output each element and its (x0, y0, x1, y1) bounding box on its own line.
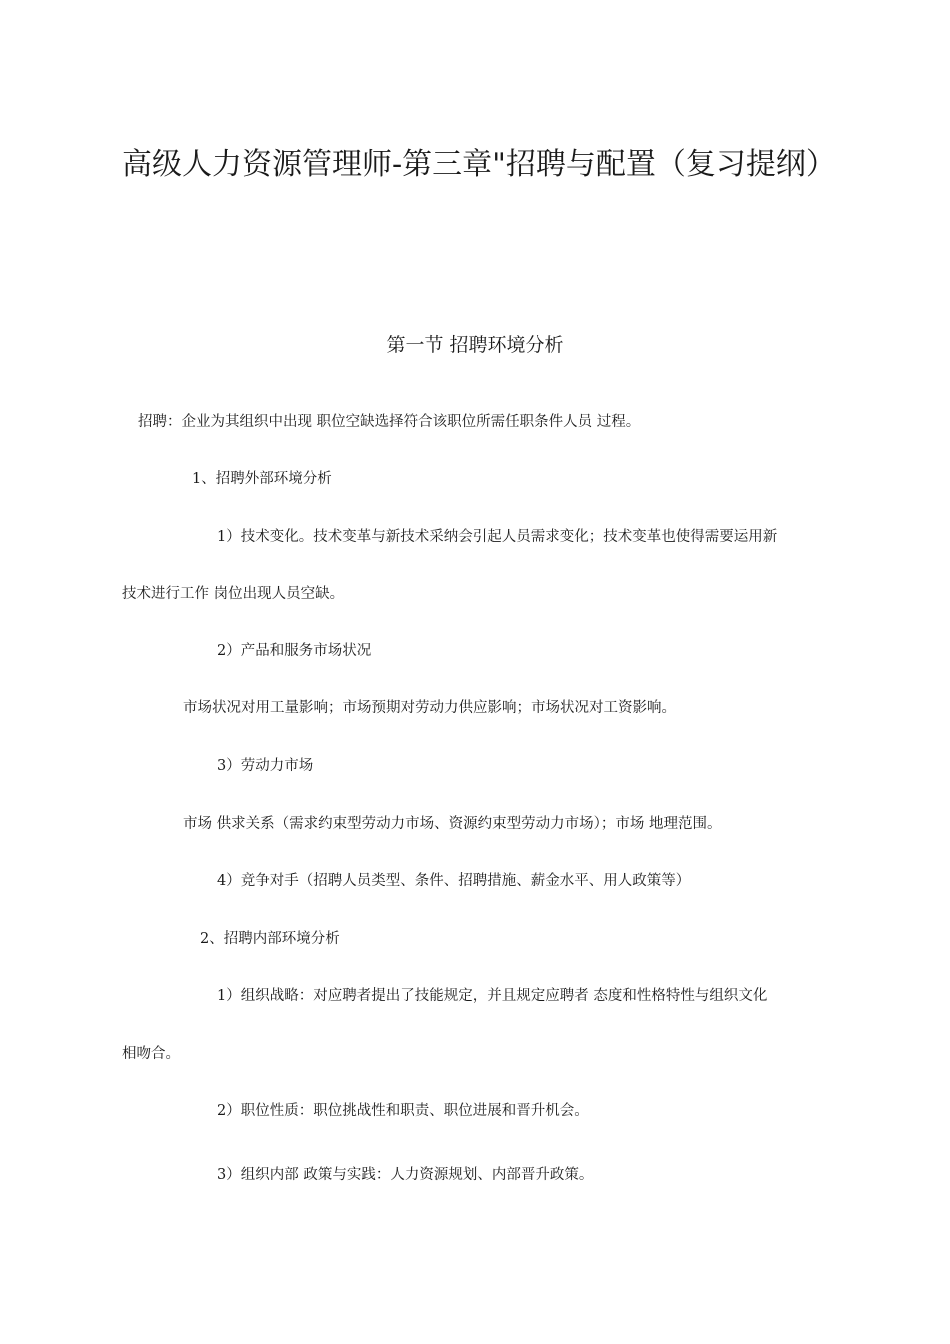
external-environment-heading: 1、招聘外部环境分析 (192, 471, 332, 487)
product-market-heading: 2）产品和服务市场状况 (217, 643, 372, 659)
document-title: 高级人力资源管理师-第三章"招聘与配置（复习提纲） (122, 147, 836, 182)
org-strategy-paragraph-continued: 相吻合。 (122, 1046, 180, 1062)
tech-change-paragraph: 1）技术变化。技术变革与新技术采纳会引起人员需求变化；技术变革也使得需要运用新 (217, 529, 778, 545)
internal-policy-item: 3）组织内部 政策与实践：人力资源规划、内部晋升政策。 (217, 1167, 594, 1183)
competitors-item: 4）竞争对手（招聘人员类型、条件、招聘措施、薪金水平、用人政策等） (217, 873, 691, 889)
internal-environment-heading: 2、招聘内部环境分析 (200, 931, 340, 947)
section-heading: 第一节 招聘环境分析 (386, 334, 564, 356)
org-strategy-paragraph: 1）组织战略：对应聘者提出了技能规定，并且规定应聘者 态度和性格特性与组织文化 (217, 988, 768, 1004)
labor-market-paragraph: 市场 供求关系（需求约束型劳动力市场、资源约束型劳动力市场）；市场 地理范围。 (183, 816, 722, 832)
recruitment-definition: 招聘：企业为其组织中出现 职位空缺选择符合该职位所需任职条件人员 过程。 (138, 414, 641, 430)
tech-change-paragraph-continued: 技术进行工作 岗位出现人员空缺。 (122, 586, 345, 602)
product-market-paragraph: 市场状况对用工量影响；市场预期对劳动力供应影响；市场状况对工资影响。 (183, 700, 676, 716)
labor-market-heading: 3）劳动力市场 (217, 758, 314, 774)
job-nature-item: 2）职位性质：职位挑战性和职责、职位进展和晋升机会。 (217, 1103, 589, 1119)
